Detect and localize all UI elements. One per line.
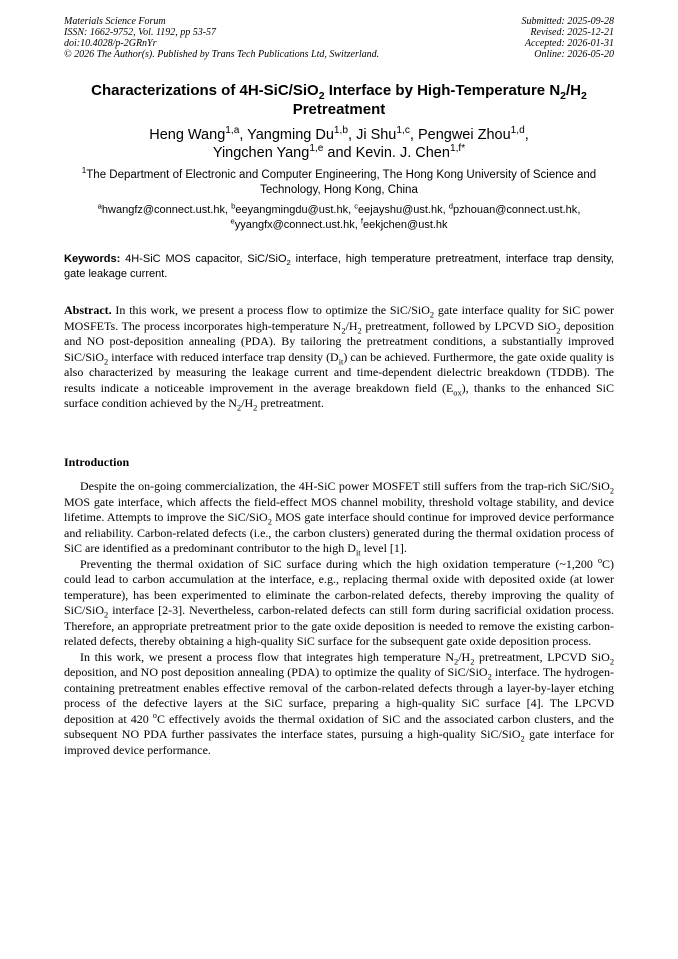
introduction-body — [64, 479, 614, 758]
email[interactable]: $^b$eeyangmingdu@ust.hk — [231, 201, 349, 216]
revised-date: Revised: 2025-12-21 — [530, 27, 614, 38]
author-list — [60, 126, 618, 162]
title-subscript: 2 — [318, 90, 325, 102]
title-text: Pretreatment — [292, 101, 386, 118]
submitted-date: Submitted: 2025-09-28 — [521, 16, 614, 27]
issn-line: ISSN: 1662-9752, Vol. 1192, pp 53-57 — [64, 27, 217, 38]
email[interactable]: $^e$yyangfx@connect.ust.hk — [230, 216, 355, 231]
title-subscript: 2 — [560, 90, 566, 102]
dates-header — [522, 16, 615, 60]
keywords-label: Keywords: — [64, 253, 121, 265]
author: Yingchen Yang$^{1,e}$ and — [212, 143, 356, 161]
abstract-label: Abstract. — [64, 303, 112, 317]
email[interactable]: $^d$pzhouan@connect.ust.hk — [448, 201, 578, 216]
title-text: Characterizations of 4H-SiC/SiO — [91, 82, 319, 99]
abstract: Abstract. In this work, we present a process flow to optimize the SiC/SiO$_2$ gate interface quality for SiC power MOSFETs. The process incorporates high-temperature $N_2/H_2$ pretreatment, followed by LPCVD SiO$_2$ deposition and NO post-deposition annealing (PDA). By tailoring the pretreatment conditions, a substantially improved SiC/SiO$_2$ interface with reduced interface trap density $(D_{it})$ can be achieved. Furthermore, the gate oxide quality is also characterized by measuring the leakage current and time-dependent dielectric breakdown (TDDB). The results indicate a noticeable improvement in the average breakdown field $(E_{ox})$, thanks to the enhanced SiC surface condition achieved by the $N_2/H_2$ pretreatment. — [64, 303, 615, 413]
paragraph: In this work, we present a process flow that integrates high temperature $N_2/H_2$ pretreatment, LPCVD SiO$_2$ deposition, and NO post deposition annealing (PDA) to optimize the quality of SiC/SiO$_2$ interface. The hydrogen-containing pretreatment enables effective removal of the carbon-related defects through a layer-by-layer etching process of the defective layers at the SiC surface, preparing a high-quality SiC surface [4]. The LPCVD deposition at 420 $^o$C effectively avoids the thermal oxidation of SiC and the associated carbon clusters, and the subsequent NO PDA further passivates the interface states, pursuing a high-quality SiC/SiO$_2$ gate interface for improved device performance. — [64, 649, 615, 757]
section-heading-introduction: Introduction — [64, 455, 130, 469]
author: Kevin. J. Chen$^{1,f*}$ — [355, 143, 466, 161]
affiliation: $^1$The Department of Electronic and Computer Engineering, The Hong Kong University of Science and Technology, Hong Kong, China — [81, 166, 597, 196]
keywords: Keywords: 4H-SiC MOS capacitor, SiC/SiO$_2$ interface, high temperature pretreatment, interface trap density, gate leakage current. — [64, 253, 614, 280]
author: Yangming Du$^{1,b}$, — [247, 125, 357, 143]
email[interactable]: $^a$hwangfz@connect.ust.hk — [97, 201, 225, 216]
title-text: Interface by High-Temperature N — [324, 82, 561, 99]
accepted-date: Accepted: 2026-01-31 — [524, 38, 614, 49]
title-text: /H — [566, 82, 581, 99]
author: Ji Shu$^{1,c}$, — [356, 125, 418, 143]
online-date: Online: 2026-05-20 — [534, 49, 614, 60]
paragraph: Despite the on-going commercialization, the 4H-SiC power MOSFET still suffers from the trap-rich SiC/SiO$_2$ MOS gate interface, which affects the field-effect MOS channel mobility, threshold voltage stability, and device lifetime. Attempts to improve the SiC/SiO$_2$ MOS gate interface should continue for improved device performance and reliability. Carbon-related defects (i.e., the carbon clusters) generated during the thermal oxidation process of SiC are identified as a predominant contributor to the high $D_{it}$ level [1]. — [64, 479, 614, 558]
journal-header — [64, 16, 379, 60]
doi-line[interactable]: doi:10.4028/p-2GRnYr — [64, 38, 157, 49]
copyright-line: © 2026 The Author(s). Published by Trans Tech Publications Ltd, Switzerland. — [64, 49, 380, 60]
paragraph: Preventing the thermal oxidation of SiC surface during which the high oxidation temperature (~1,200 $^o$C) could lead to carbon accumulation at the interface, e.g., replacing thermal oxide with deposited oxide (at lower temperature), has been experimented to eliminate the carbon-related defects, thereby improving the quality of SiC/SiO$_2$ interface [2-3]. Nevertheless, carbon-related defects can still form during sacrificial oxidation process. Therefore, an appropriate pretreatment prior to the gate oxide deposition is needed to remove the existing carbon-related defects, thereby obtaining a high-quality SiC surface for the subsequent gate oxide deposition process. — [64, 555, 614, 648]
email[interactable]: $^c$eejayshu@ust.hk — [354, 201, 443, 216]
email-list: $^a$hwangfz@connect.ust.hk, $^b$eeyangmingdu@ust.hk, $^c$eejayshu@ust.hk, $^d$pzhouan@connect.ust.hk, $^e$yyangfx@connect.ust.hk, $^f$eekjchen@ust.hk — [97, 201, 581, 231]
author: Heng Wang$^{1,a}$, — [149, 125, 248, 143]
paper-title — [60, 81, 618, 119]
title-subscript: 2 — [581, 90, 587, 102]
email[interactable]: $^f$eekjchen@ust.hk — [360, 216, 448, 231]
author: Pengwei Zhou$^{1,d}$, — [417, 125, 529, 143]
journal-name: Materials Science Forum — [64, 16, 166, 27]
